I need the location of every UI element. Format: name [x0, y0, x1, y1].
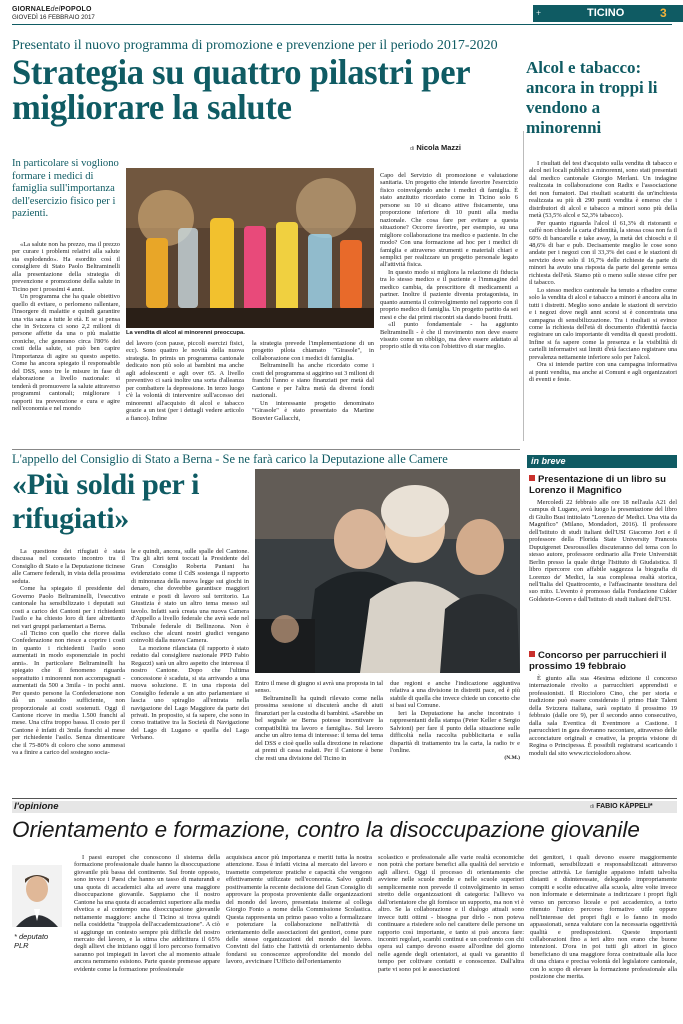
side-headline: Alcol e tabacco: ancora in troppi li vendono a minorenni: [526, 58, 658, 137]
lead-kicker: Presentato il nuovo programma di promozione e prevenzione per il periodo 2017-2020: [12, 38, 498, 53]
article-divider: [12, 449, 520, 450]
breve-item-book: Presentazione di un libro su Lorenzo il Magnifico Mercoledì 22 febbraio alle ore 18 nell'aula A21 del campus di Lugano, avrà luogo la presentazione del libro di Giulio Busi intitolato "Lorenzo de' Medici. Una vita da Magnifico" (Milano, Mondadori, 2016). Il professore dell'Istituto di studi italiani dell'USI Giacomo Jori e il professore della Florida State University Francois Dupuigrenet Desroussilles discuteranno del tema con lo stesso autore, professore ordinario alla Freie Universität Berlin presso la quale dirige l'Istituto di Giudaistica. Il libro ripercorre con affabile saggezza la biografia di Lorenzo de' Medici, la sua complessa realtà storica, nell'Italia del Quattrocento, e l'affascinante tessitura del suo mito. L'evento è promosso dalla Fondazione Cukier Goldstein-Goren e dall'Istituto di studi italiani dell'USI.: [529, 474, 677, 603]
second-column-3: Entro il mese di giugno si avrà una proposta in tal senso. Beltraminelli ha quindi rilevato come nella prossima sessione si discuterà anche di aiuti finanziari per la custodia di bambini. «Sarebbe un bel segnale se Berna potesse incentivare la compatibilità tra lavoro e famiglia». Sul lavoro anche un altro tema di interesse: il tema del tema del DSS e cioè quello sulla direzione in relazione ai premi di cassa malati. Per il Cantone è bene che resti una divisione del Ticino in: [255, 680, 383, 762]
lead-column-4: Capo del Servizio di promozione e valutazione sanitaria. Un progetto che intende favorire l'esercizio fisico coinvolgendo anche i medici di famiglia. È stato anzitutto ricordato come in Ticino solo 6 persone su 10 si dicano attive fisicamente, una proporzione inferiore di 10 punti alla media nazionale. Che cosa fare per evitare a questa situazione? Occorre favorire, per esempio, su una migliore collaborazione tra medico e paziente. In che modo? Con una formazione ad hoc per i medici di famiglia e attraverso strumenti e materiali chiari e semplici per realizzare un progetto personale legato all'attività fisica. In questo modo si migliora la relazione di fiducia tra lo stesso medico e il paziente e l'immagine del medico cambia, da prescrittore di medicamenti a partner. Inoltre il paziente diventa protagonista, in quanto aumenta il coinvolgimento nel rapporto con il proprio medico di famiglia. Un progetto partito da sei mesi e che dai primi riscontri sta dando buoni frutti. «Il punto fondamentale - ha aggiunto Beltraminelli - è che il movimento non deve essere vissuto come un obbligo, ma deve essere adattato al proprio stile di vita con l'obiettivo di star meglio.: [380, 172, 518, 351]
second-column-1: La questione dei rifugiati è stata discussa nel consueto incontro tra il Consiglio di Stato e la Deputazione ticinese alle Camere federali, in vista della prossima seduta. Come ha spiegato il presidente del Governo Paolo Beltraminelli, l'esecutivo cantonale ha sensibilizzato i deputati sui costi a carico dei Cantoni per i richiedenti l'asilo e ha chiesto loro di fare altrettanto nei vari gruppi parlamentari a Berna. «Il Ticino con quello che riceve dalla Confederazione non riesce a coprire i costi in quanto i richiedenti l'asilo sono aumentati in modo esponenziale in pochi anni». In particolare Beltraminelli ha spiegato che il fenomeno riguarda soprattutto i minorenni non accompagnati - aumentati da 500 a 3mila - in pochi anni. Per questo persone la Confederazione non dà un sussidio sufficiente, non proporzionale ai costi sostenuti. Oggi il Cantone riceve in media 1.500 franchi al mese. Una cifra troppo bassa. Il costo per il Cantone è infatti di 3mila franchi al mese per richiedente l'asilo. Senza dimenticare che il 75-80% di coloro che sono ammessi va a finire a carico del sostegno socia-: [12, 548, 125, 757]
opinion-column-2: acquisisca ancor più importanza e meriti tutta la nostra attenzione. Essa è infatti vicina al mercato del lavoro e trasmette competenze pratiche e capacità che vengono effettivamente utilizzate nell'economia. Salvo quindi positivamente la recente decisione del Gran Consiglio di approvare la proposta proveniente dalle organizzazioni del mondo del lavoro, presentata insieme al collega Giorgio Fonio a nome della Commissione Scolastica. Questa rappresenta un primo passo volto a formalizzare e potenziare la collaborazione nell'attività di orientamento delle associazioni dei genitori, come pure delle stesse organizzazioni del mondo del lavoro. Convinti del fatto che l'attività di orientamento debba fondarsi su conoscenze approfondite del mondo del lavoro, avvicinare l'Ufficio dell'orientamento: [226, 854, 372, 966]
opinion-column-4: dei genitori, i quali devono essere maggiormente informati, sensibilizzati e responsabilizzati attraverso precise attività. Le famiglie appaiono infatti talvolta distanti e disinteressate, delegando impropriamente compiti e scelte educative alla scuola, altre volte invece non informate e determinate a indirizzare i propri figli verso un percorso liceale e poi accademico, a torto ritenuto l'unico percorso formativo utile oppure nell'interesse dei propri figli e lo fanno in modo appassionati, senza valutare con la necessaria oggettività qualità e predisposizioni. Queste importanti collaborazioni fino a ieri altro non erano che buone intenzioni. D'ora in poi tutti gli attori in gioco beneficiano di una maggiore forza contrattuale alla luce di una chiara e precisa volontà del legislatore cantonale, con lo scopo di elevare la formazione professionale alla posizione che merita.: [530, 854, 677, 981]
opinion-column-3: scolastico e professionale alle varie realtà economiche non potrà che portare benefici alla qualità del servizio e agli allievi. Oggi il processo di orientamento che avviene nelle scuole medie e nelle scuole superiori semplicemente non prevede il coinvolgimento in senso stretto delle organizzazioni di categoria: l'allievo va dall'orientatore che gli fornisce un supporto, ma non vi è altro. Se la collaborazione e il dialogo attuali sono invece tutti ottimi - bisogna pur dirlo - non poteva continuare a risiedere solo nel carattere delle persone un rapporto così importante, e tanto si può ancora fare: incontri regolari, scambi continui e un confronto con chi opera sul campo devono essere all'ordine del giorno nelle agende degli orientatori, ai quali va garantito il tempo per coltivare contatti e conoscenze. Dall'altra parte vi sono poi le associazioni: [378, 854, 524, 973]
meeting-photo: [255, 469, 520, 673]
page-number: 3: [660, 6, 667, 20]
section-divider: [12, 798, 677, 799]
in-breve-label: in breve: [531, 456, 566, 466]
bullet-icon: [529, 475, 535, 481]
lead-subhead: In particolare si vogliono formare i medici di famiglia sull'importanza dell'esercizio fisico per i pazienti.: [12, 158, 119, 220]
photo-caption: La vendita di alcol ai minorenni preoccupa.: [126, 330, 245, 336]
second-column-4: due regioni e anche l'indicazione aggiuntiva relativa a una divisione in distretti pace, ed è più stabile di quella che invece chiede un concetto che si basi sul Comune. Ieri la Deputazione ha anche incontrato i rappresentanti della stampa (Peter Keller e Sergio Salvioni) per fare il punto della situazione sulle difficoltà nella raccolta pubblicitaria e sulla disparità di trattamento tra la carta, la radio tv e l'online. (N.M.): [390, 680, 520, 761]
opinion-label: l'opinione: [14, 801, 59, 812]
newspaper-masthead: GIORNALEdelPOPOLO: [12, 6, 92, 13]
lead-column-3: la strategia prevede l'implementazione di un progetto pilota chiamato "Girasole", in collaborazione con i medici di famiglia. Beltraminelli ha anche ricordato come i costi del programma si aggirino sui 3 milioni di franchi l'anno e siano finanziati per metà dal Cantone e per l'altra metà da diversi fondi nazionali. Un interessante progetto denominato "Girasole" è stato presentato da Martine Bouvier Gallacchi,: [252, 340, 374, 422]
lead-column-2: del lavoro (con pause, piccoli esercizi fisici, ecc). Sono quattro le novità della nuova strategia. In primis un programma cantonale dedicato non più solo ai bambini ma anche agli adolescenti e agli over 65. A livello preventivo ci sarà inoltre una sorta d'alleanza per combattere la depressione. In terzo luogo c'è la volontà di intervenire sull'accesso dei minorenni all'acquisto di alcol e tabacco grazie a un test (per i dettagli vedere articolo a fianco). Infine: [126, 340, 244, 422]
header-rule: [12, 24, 672, 25]
bullet-icon: [529, 651, 535, 657]
lead-byline: di Nicola Mazzi: [410, 143, 461, 152]
opinion-bar: [12, 801, 677, 813]
plus-icon: +: [536, 8, 542, 18]
author-caption: * deputato PLR: [14, 932, 49, 950]
author-photo: [12, 865, 62, 927]
breve-item-hair-contest: Concorso per parrucchieri il prossimo 19 febbraio È giunto alla sua 46esima edizione il concorso internazionale rivolto a parrucchieri apprendisti e professionisti. Il Riccioloro Cino, che per storia e tradizione può essere considerato il primo Hair Talent della Svizzera italiana, sarà ospitato il prossimo 19 febbraio (dalle ore 9), per il secondo anno consecutivo, dalla sala Eventica di Eventmore a Castione. I parrucchieri in gara dovranno raccontare, attraverso delle acconciature originali e creative, la propria visione di Regina o Principessa. È possibili registrarsi scaricando i moduli dal sito www.ricciolodoro.show.: [529, 650, 677, 757]
lead-headline: Strategia su quattro pilastri per migliorare la salute: [12, 52, 470, 127]
opinion-column-1: I paesi europei che conoscono il sistema della formazione professionale duale hanno la disoccupazione giovanile più bassa del continente. Sul fronte opposto, sono invece i Paesi che hanno un tasso di maturandi e una quota di accademici alta ad avere una maggiore disoccupazione giovanile. Sappiamo che il nostro Cantone ha una quota di accademici superiore alla media elvetica e al contempo una disoccupazione giovanile nettamente maggiore: anche il Ticino si trova quindi nella cosiddetta "trappola dell'accademizzazione". A ciò si aggiunge un contesto sempre più difficile del nostro mercato del lavoro, e la stima che addirittura il 65% degli allievi che iniziano oggi il loro percorso formativo saranno poi impiegati in lavori che al momento attuale ancora nemmeno esistono. Parte queste premesse appare evidente come la formazione professionale: [74, 854, 220, 973]
lead-column-1: «La salute non ha prezzo, ma il prezzo per curare i problemi relativi alla salute sta esplodendo». Ha esordito così il consigliere di Stato Paolo Beltraminelli alla presentazione della strategia di prevenzione e promozione della salute in Ticino per i prossimi 4 anni. Un programma che ha quale obiettivo quello di evitare, o perlomeno rallentare, l'insorgere di malattie e quindi garantire una vita sana a tutte le età. E se si pensa che in Svizzera ci sono 2,2 milioni di persone affette da una o più malattie croniche, che generano circa l'80% dei costi della salute, si può ben capire l'importanza di agire su questo aspetto. Come ha ancora spiegato il responsabile del DSS, sono tre le misure in fase di elaborazione a livello nazionale: si tenderà di promuovere la salute attraverso programmi cantonali; migliorare i rapporti tra prevenzione e cura e agire nell'economia e nel mondo: [12, 241, 120, 412]
publication-date: GIOVEDÌ 16 FEBBRAIO 2017: [12, 14, 95, 21]
opinion-headline: Orientamento e formazione, contro la disoccupazione giovanile: [12, 817, 640, 842]
column-divider: [523, 131, 524, 441]
side-article-text: I risultati del test d'acquisto sulla vendita di tabacco e alcol nei locali pubblici a minorenni, sono stati presentati dal medico cantonale Giorgio Merlani. Un indagine realizzata in collaborazione con Radix e l'associazione dei non fumatori. Dai risultati scaturiti da un'inchiesta realizzata su più di 290 punti vendita è emerso che i distributori di alcol e tabacco a minori sono più della metà (53,5% alcol e 52,3% tabacco). Per quanto riguarda l'alcol il 61,3% di ristoranti e caffè non chiede la carta d'identità, la stessa cosa non fa il 60% di bancarelle e take away, la metà dei chioschi e il 48,6% di bar e pub. Decisamente meglio le cose sono andate per i negozi con il 33,3% dei casi e le stazioni di servizio dove solo il 16,7% delle richieste da parte di minori ha avuto una risposta da parte del gerente senza richiesta dell'età. Siamo più o meno sulle stesse cifre per il tabacco. Lo stesso medico cantonale ha tenuto a ribadire come solo la vendita di alcol e tabacco a minori è ancora alta in tutti i distretti. Meglio sono andate le stazioni di servizio e i negozi dove negli anni scorsi si è concentrata una campagna di sensibilizzazione. Tra i risultati si evince come la richiesta dell'età di documento d'identità faccia registrare un calo importante di vendita di questi prodotti. Infine si fa sapere come la presenza e la visibilità di cartelli informativi sui limiti d'età facciano registrare una prevalenza nettamente inferiore solo per l'alcol. Ora si intende partire con una campagna informativa ai punti vendita, ma anche ai Comuni e agli organizzatori di eventi e feste.: [529, 160, 677, 384]
article-signoff: (N.M.): [504, 754, 520, 761]
alcohol-photo: [126, 168, 374, 328]
opinion-author: di FABIO KÄPPELI*: [590, 803, 653, 810]
section-name: TICINO: [587, 7, 625, 19]
second-column-2: le e quindi, ancora, sulle spalle del Cantone. Tra gli altri temi toccati la Presidente del Gran Consiglio Roberta Pantani ha evidenziato come il CdS sostenga il rapporto di minoranza della nuova legge sui giochi in denaro, che dovrebbe garantisce maggiori entrate e posti di lavoro sul territorio. La Giustizia è stato un altro tema messo sul tavolo. Infatti sarà creata una nuova Camera d'Appello a livello federale che avrà sede nel Tribunale federale di Bellinzona. Non è escluso che alcuni nostri giudici vengano coinvolti dalla nuova Camera. La mozione rilanciata (il rapporto è stato redatto dal consigliere nazionale PPD Fabio Regazzi) sarà un altro aspetto che interessa il nostro Cantone. Dopo che l'ultima concessione è scaduta, si sta arrivando a una nuova soluzione. E in una risposta del Consiglio federale a un atto parlamentare si lascia uno spiraglio all'entrata nella navigazione del Lago Maggiore da parte dei privati. In proposito, si fa sapere, che sono in corso trattative tra la Società di Navigazione del Lago di Lugano e quella del Lago Verbano.: [131, 548, 249, 742]
second-headline: «Più soldi per i rifugiati»: [12, 468, 200, 535]
second-kicker: L'appello del Consiglio di Stato a Berna - Se ne farà carico la Deputazione alle Camere: [12, 452, 448, 466]
